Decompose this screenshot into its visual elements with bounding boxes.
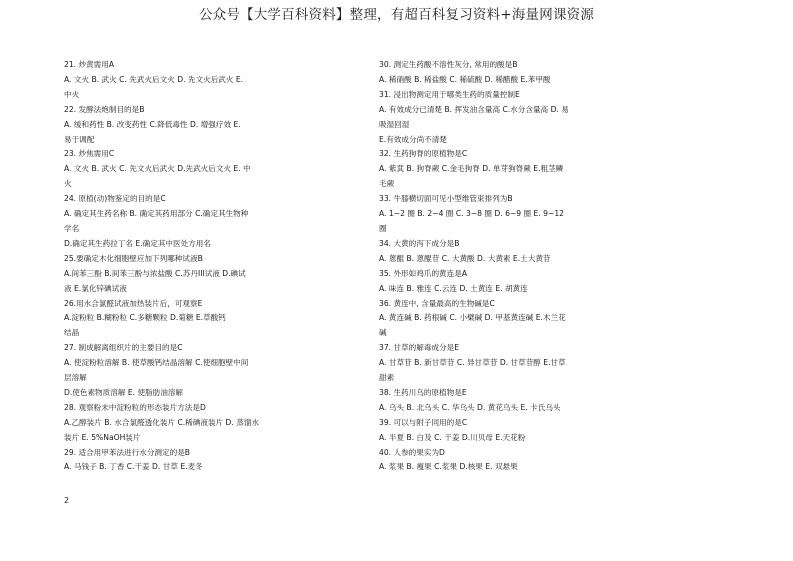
text-line: 28. 观察粉末中淀粉粒的形态装片方法是D	[64, 402, 206, 412]
page-header-banner: 公众号【大学百科资料】整理，有超百科复习资料+海量网课资源	[198, 7, 595, 23]
text-line: 35. 外形如鸡爪的黄连是A	[379, 268, 468, 278]
text-line: 36. 黄连中, 含量最高的生物碱是C	[379, 298, 495, 308]
text-line: A. 浆果 B. 瘦果 C.浆果 D.核果 E. 双悬果	[379, 462, 518, 472]
text-line: A. 稀硝酸 B. 稀盐酸 C. 稀硫酸 D. 稀醋酸 E.苯甲酸	[379, 74, 551, 84]
text-line: 易于调配	[64, 134, 95, 144]
text-line: 30. 测定生药酸不溶性灰分, 常用的酸是B	[379, 60, 518, 69]
text-line: 40. 人参的果实为D	[379, 447, 445, 457]
text-line: A.淀粉粒 B.糊粉粒 C.多糖颗粒 D.菊糖 E.草酸钙	[64, 313, 226, 323]
text-line: 层溶解	[64, 373, 87, 383]
text-line: A. 使淀粉粒溶解 B. 使草酸钙结晶溶解 C.使细胞壁中间	[64, 358, 249, 368]
text-line: 吸湿回湿	[379, 119, 410, 129]
text-line: A. 半夏 B. 白及 C. 干姜 D.川贝母 E.天花粉	[379, 432, 526, 442]
text-line: A.间苯三酚 B.间苯三酚与浓盐酸 C.苏丹III试液 D.碘试	[64, 268, 246, 278]
text-line: 39. 可以与附子同用的是C	[379, 417, 468, 427]
text-line: 圈	[379, 223, 387, 233]
text-line: 25.要确定木化细胞壁应加下列哪种试液B	[64, 253, 203, 263]
text-line: 23. 炒焦需用C	[64, 149, 115, 159]
text-line: 21. 炒黄需用A	[64, 60, 115, 69]
page-number: 2	[64, 496, 70, 505]
text-line: 31. 浸出物测定用于哪类生药的质量控制E	[379, 89, 520, 99]
text-line: A. 黄连碱 B. 药根碱 C. 小檗碱 D. 甲基黄连碱 E.木兰花	[379, 313, 566, 323]
text-line: A. 文火 B. 武火 C. 先文火后武火 D.先武火后文火 E. 中	[64, 164, 251, 174]
text-line: A. 文火 B. 武火 C. 先武火后文火 D. 先文火后武火 E.	[64, 74, 244, 84]
text-line: A. 确定其生药名称 B. 确定其药用部分 C.确定其生物种	[64, 209, 249, 219]
left-question-column	[64, 58, 364, 475]
text-line: A. 甘草苷 B. 新甘草苷 C. 异甘草苷 D. 甘草苷醇 E.甘草	[379, 358, 566, 368]
text-line: 27. 制成解离组织片的主要目的是C	[64, 343, 183, 353]
text-line: E.有效成分尚不清楚	[379, 134, 447, 144]
text-line: 22. 发酵法炮制目的是B	[64, 104, 145, 114]
text-line: 毛蕨	[379, 179, 395, 189]
text-line: A. 1~2 圈 B. 2~4 圈 C. 3~8 圈 D. 6~9 圈 E. 9~12	[379, 209, 565, 219]
text-line: 29. 适合用甲苯法进行水分测定的是B	[64, 447, 191, 457]
text-line: A. 蒽醌 B. 蒽醌苷 C. 大黄酸 D. 大黄素 E.土大黄苷	[379, 253, 551, 263]
text-line: 学名	[64, 223, 80, 233]
text-line: A. 味连 B. 雅连 C.云连 D. 土黄连 E. 胡黄连	[379, 283, 528, 293]
text-line: 37. 甘草的解毒成分是E	[379, 343, 460, 353]
text-line: A. 缓和药性 B. 改变药性 C.降低毒性 D. 增强疗效 E.	[64, 119, 241, 129]
text-line: 结晶	[64, 328, 80, 338]
text-line: 装片 E. 5%NaOH装片	[64, 432, 141, 442]
text-line: 38. 生药川乌的原植物是E	[379, 387, 467, 397]
text-line: 34. 大黄的泻下成分是B	[379, 238, 460, 248]
text-line: D.确定其生药拉丁名 E.确定其中医处方用名	[64, 238, 211, 248]
text-line: 火	[64, 179, 72, 189]
text-line: A.乙醇装片 B. 水合氯醛透化装片 C.稀碘液装片 D. 蒸馏水	[64, 417, 260, 427]
text-line: D.使色素物质溶解 E. 使脂肪油溶解	[64, 387, 184, 397]
text-line: 液 E.氯化锌碘试液	[64, 283, 127, 293]
text-line: A. 马钱子 B. 丁香 C.干姜 D. 甘草 E.麦冬	[64, 462, 203, 472]
right-question-column	[379, 58, 681, 475]
text-line: 33. 牛膝横切面可见小型维管束排列为B	[379, 194, 513, 204]
text-line: 24. 原植(动)物鉴定的目的是C	[64, 194, 166, 204]
text-line: 32. 生药狗脊的原植物是C	[379, 149, 468, 159]
text-line: 26.用水合氯醛试液加热装片后，可观察E	[64, 298, 203, 308]
text-line: 甜素	[379, 373, 395, 383]
text-line: A. 有效成分已清楚 B. 挥发油含量高 C.水分含量高 D. 易	[379, 104, 569, 114]
text-line: A. 乌头 B. 北乌头 C. 华乌头 D. 黄花乌头 E. 卡氏乌头	[379, 402, 561, 412]
text-line: 碱	[379, 328, 387, 338]
text-line: 中火	[64, 89, 80, 99]
text-line: A. 紫萁 B. 狗脊蕨 C.金毛狗脊 D. 单芽狗脊蕨 E.粗茎鳞	[379, 164, 564, 174]
